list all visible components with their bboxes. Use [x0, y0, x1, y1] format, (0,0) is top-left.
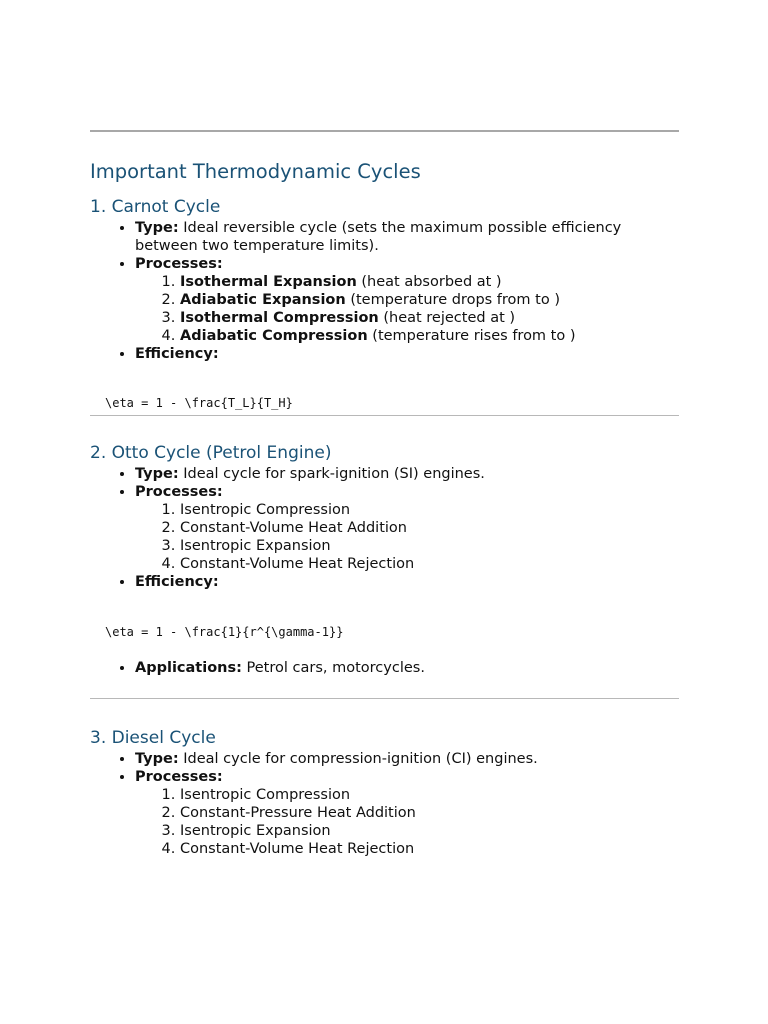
diesel-type-text: Ideal cycle for compression-ignition (CI) engines.	[183, 751, 538, 767]
carnot-efficiency-item	[135, 345, 679, 363]
otto-efficiency-formula: \eta = 1 - \frac{1}{r^{\gamma-1}}	[105, 625, 344, 639]
otto-applications-text: Petrol cars, motorcycles.	[246, 660, 425, 676]
process-item: 2. Constant-Pressure Heat Addition	[180, 804, 679, 822]
efficiency-label: Efficiency:	[135, 574, 219, 590]
diesel-bullets	[90, 750, 679, 858]
otto-type-item	[135, 465, 679, 483]
process-item: 1. Isentropic Compression	[180, 786, 679, 804]
otto-process-list	[135, 501, 679, 573]
document-page	[90, 130, 679, 858]
process-detail: (temperature drops from to )	[350, 292, 560, 308]
carnot-process-list	[135, 273, 679, 345]
process-item: 1. Isentropic Compression	[180, 501, 679, 519]
process-name: Adiabatic Compression	[180, 328, 368, 344]
carnot-type-item	[135, 219, 679, 255]
process-item: 3. Isentropic Expansion	[180, 537, 679, 555]
otto-section	[90, 441, 679, 677]
diesel-section	[90, 726, 679, 858]
otto-processes-item	[135, 483, 679, 573]
carnot-type-text: Ideal reversible cycle (sets the maximum possible efficiency between two temperature limits).	[135, 220, 622, 254]
diesel-process-list	[135, 786, 679, 858]
process-item: 4. Constant-Volume Heat Rejection	[180, 555, 679, 573]
process-name: Isothermal Expansion	[180, 274, 357, 290]
process-detail: (heat absorbed at )	[361, 274, 502, 290]
process-item	[180, 327, 679, 345]
process-detail: (heat rejected at )	[383, 310, 516, 326]
section-divider	[90, 698, 679, 699]
process-item: 4. Constant-Volume Heat Rejection	[180, 840, 679, 858]
efficiency-label: Efficiency:	[135, 346, 219, 362]
diesel-heading: 3. Diesel Cycle	[90, 728, 216, 748]
processes-label: Processes:	[135, 769, 223, 785]
carnot-efficiency-formula: \eta = 1 - \frac{T_L}{T_H}	[105, 396, 293, 410]
page-title: Important Thermodynamic Cycles	[90, 160, 421, 183]
type-label: Type:	[135, 220, 179, 236]
top-divider	[90, 130, 679, 132]
process-item: 2. Constant-Volume Heat Addition	[180, 519, 679, 537]
diesel-processes-item	[135, 768, 679, 858]
otto-applications-item	[135, 659, 679, 677]
process-item	[180, 273, 679, 291]
process-item: 3. Isentropic Expansion	[180, 822, 679, 840]
carnot-processes-item	[135, 255, 679, 345]
carnot-bullets	[90, 219, 679, 363]
otto-heading: 2. Otto Cycle (Petrol Engine)	[90, 443, 332, 463]
carnot-heading: 1. Carnot Cycle	[90, 197, 221, 217]
process-detail: (temperature rises from to )	[372, 328, 576, 344]
process-item	[180, 291, 679, 309]
section-divider	[90, 415, 679, 416]
otto-applications-list	[90, 659, 679, 677]
process-name: Adiabatic Expansion	[180, 292, 346, 308]
diesel-type-item	[135, 750, 679, 768]
carnot-section	[90, 195, 679, 411]
applications-label: Applications:	[135, 660, 242, 676]
type-label: Type:	[135, 751, 179, 767]
process-name: Isothermal Compression	[180, 310, 379, 326]
processes-label: Processes:	[135, 256, 223, 272]
processes-label: Processes:	[135, 484, 223, 500]
otto-type-text: Ideal cycle for spark-ignition (SI) engines.	[183, 466, 485, 482]
otto-efficiency-item	[135, 573, 679, 591]
otto-bullets	[90, 465, 679, 591]
type-label: Type:	[135, 466, 179, 482]
process-item	[180, 309, 679, 327]
